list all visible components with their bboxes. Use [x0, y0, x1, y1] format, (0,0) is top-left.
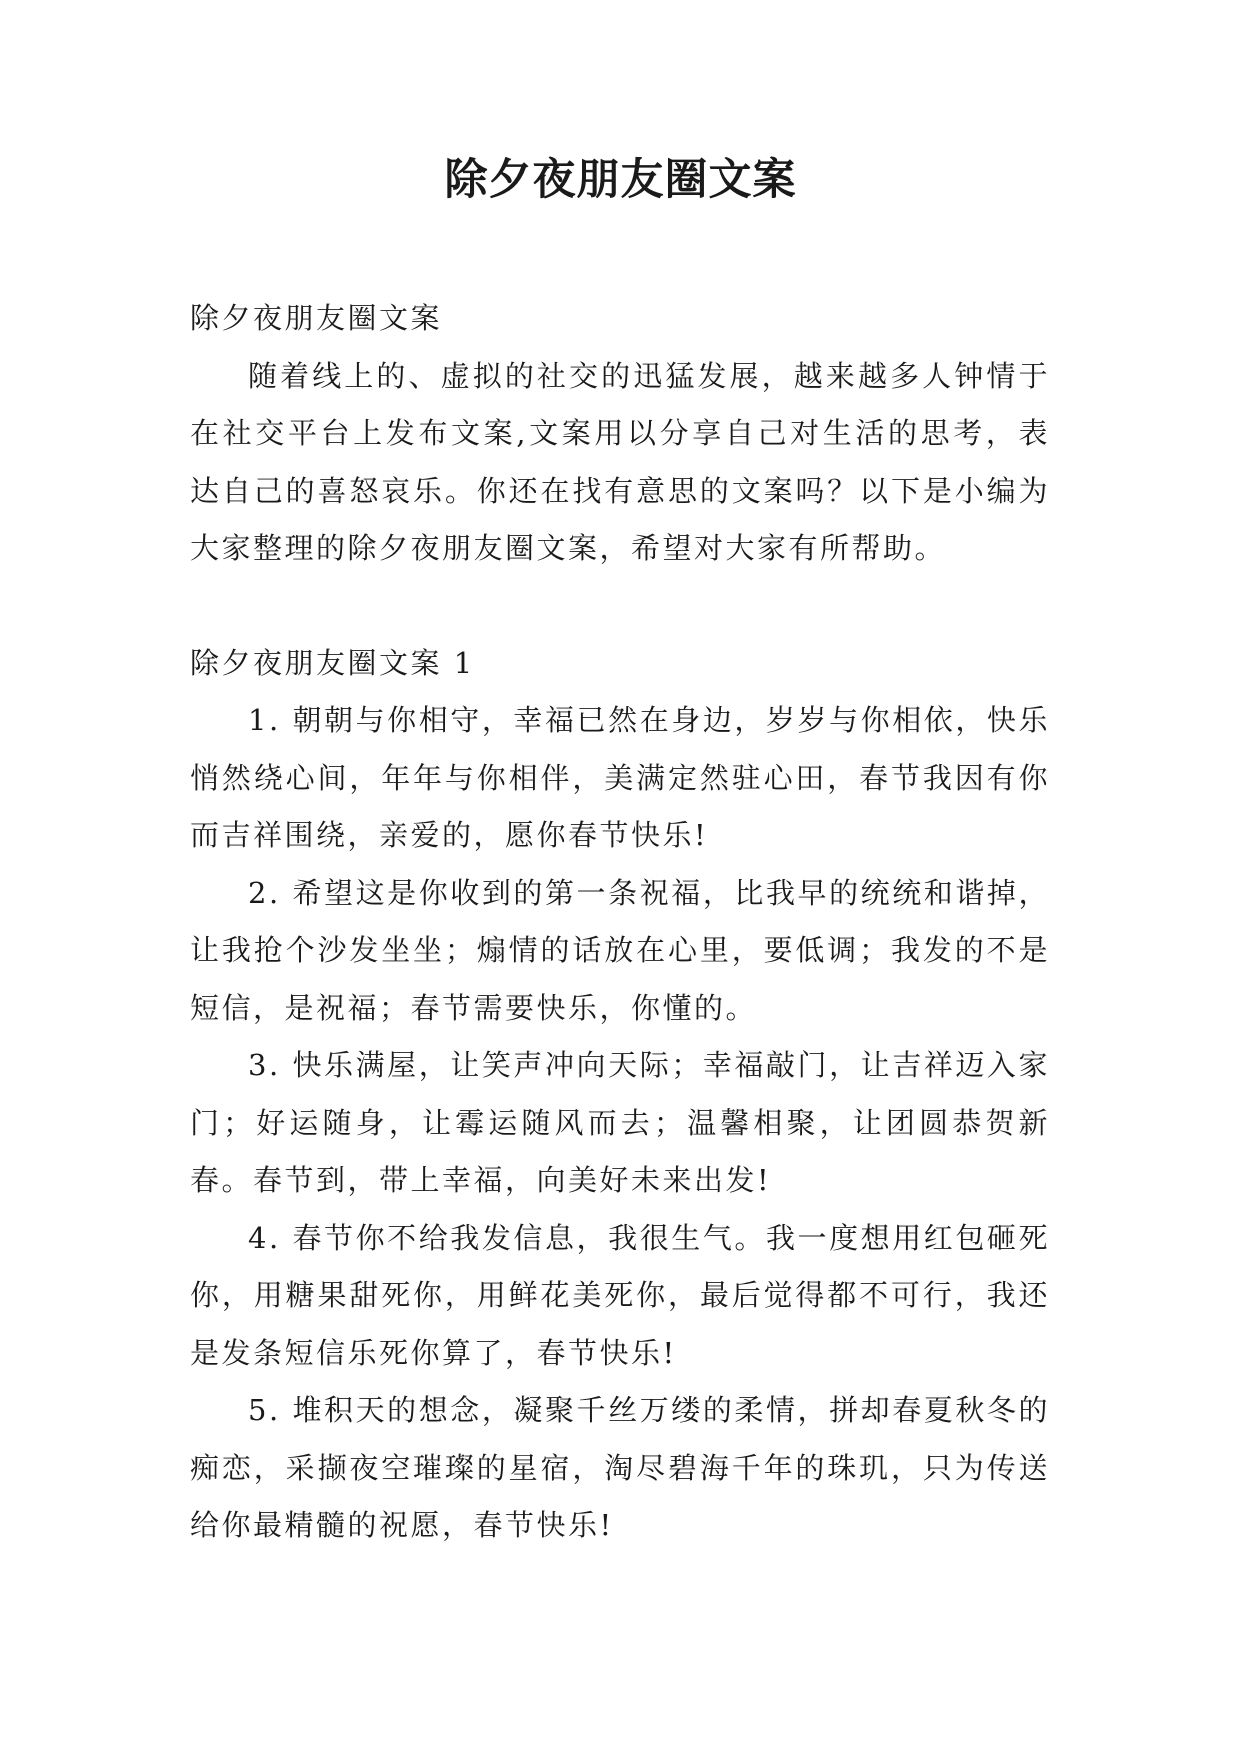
list-item-5: 5. 堆积天的想念，凝聚千丝万缕的柔情，拼却春夏秋冬的痴恋，采撷夜空璀璨的星宿，淘尽碧海千年的珠玑，只为传送给你最精髓的祝愿，春节快乐!: [190, 1393, 1050, 1542]
intro-paragraph: 随着线上的、虚拟的社交的迅猛发展，越来越多人钟情于在社交平台上发布文案,文案用以分享自己对生活的思考，表达自己的喜怒哀乐。你还在找有意思的文案吗？以下是小编为大家整理的除夕夜朋友圈文案，希望对大家有所帮助。: [190, 358, 1050, 565]
list-item-1: 1. 朝朝与你相守，幸福已然在身边，岁岁与你相依，快乐悄然绕心间，年年与你相伴，美满定然驻心田，春节我因有你而吉祥围绕，亲爱的，愿你春节快乐!: [190, 703, 1050, 852]
paragraph-spacer: [190, 578, 1050, 635]
section-heading: 除夕夜朋友圈文案 1: [190, 645, 475, 680]
subtitle: 除夕夜朋友圈文案: [190, 301, 443, 335]
document-body: [190, 290, 1050, 1555]
list-item-2: 2. 希望这是你收到的第一条祝福，比我早的统统和谐掉，让我抢个沙发坐坐；煽情的话放在心里，要低调；我发的不是短信，是祝福；春节需要快乐，你懂的。: [190, 875, 1050, 1025]
document-title: 除夕夜朋友圈文案: [444, 155, 797, 205]
list-item-3: 3. 快乐满屋，让笑声冲向天际；幸福敲门，让吉祥迈入家门；好运随身，让霉运随风而去；温馨相聚，让团圆恭贺新春。春节到，带上幸福，向美好未来出发!: [190, 1048, 1050, 1197]
list-item-4: 4. 春节你不给我发信息，我很生气。我一度想用红包砸死你，用糖果甜死你，用鲜花美死你，最后觉得都不可行，我还是发条短信乐死你算了，春节快乐!: [190, 1220, 1050, 1370]
